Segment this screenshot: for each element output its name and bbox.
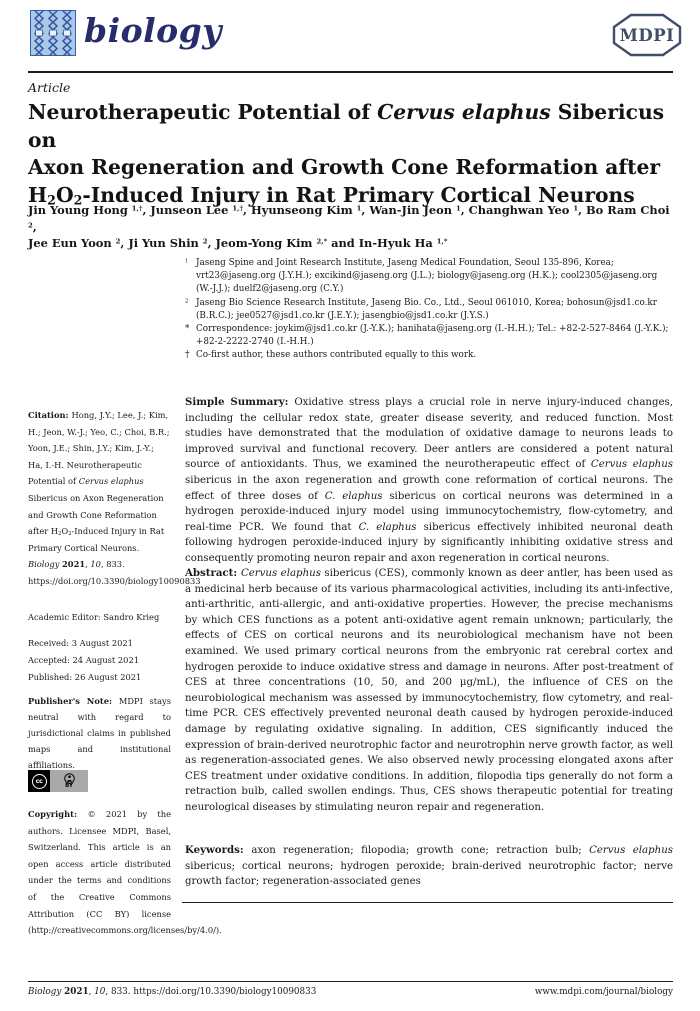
affiliation-text: Correspondence: joykim@jsd1.co.kr (J.-Y.K.); hanihata@jaseng.org (I.-H.H.); Tel.: +82-2-527-8464 (J.-Y.K.); +82-2-2222-2740 (I.-H.H.) xyxy=(196,324,669,348)
affiliation-marker: † xyxy=(185,350,190,361)
affiliation-text: Co-first author, these authors contributed equally to this work. xyxy=(196,350,477,361)
affiliation-marker: 1 xyxy=(185,258,189,265)
citation-block: Citation: Hong, J.Y.; Lee, J.; Kim, H.; Jeon, W.-J.; Yeo, C.; Choi, B.R.; Yoon, J.E.; Shin, J.Y.; Kim, J.-Y.; Ha, I.-H. Neurotherapeutic Potential of Cervus elaphus Sibericus on Axon Regeneration and Growth Cone Reformation after $H_2O_2$-Induced Injury in Rat Primary Cortical Neurons. Biology 2021, 10, 833. https://doi.org/10.3390/biology10090833 xyxy=(28,410,201,586)
affiliation-item xyxy=(185,349,675,362)
keywords: Keywords: axon regeneration; filopodia; growth cone; retraction bulb; Cervus elaphus sibericus; cortical neurons; hydrogen peroxide; brain-derived neurotrophic factor; nerve growth factor; regeneration-associated genes xyxy=(185,844,673,888)
mdpi-logo xyxy=(604,12,690,58)
accepted-date: Accepted: 24 August 2021 xyxy=(28,655,140,666)
mdpi-logo-text: MDPI xyxy=(619,26,675,45)
article-type-label: Article xyxy=(28,80,71,95)
by-attribution-segment xyxy=(50,770,88,792)
affiliation-item xyxy=(185,323,675,349)
published-date: Published: 26 August 2021 xyxy=(28,672,142,683)
by-label: BY xyxy=(65,783,73,789)
simple-summary: Simple Summary: Oxidative stress plays a crucial role in nerve injury-induced changes, including the cellular redox state, greater disease severity, and reduced function. Most studies have demonstrated that the modulation of oxidative damage to neurons leads to improved survival and functional recovery. Deer antlers are considered a potent natural source of antioxidants. Thus, we examined the neurotherapeutic effect of Cervus elaphus sibericus in the axon regeneration and growth cone reformation of cortical neurons. The effect of three doses of C. elaphus sibericus on cortical neurons was determined in a hydrogen peroxide-induced injury model using immunocytochemistry, flow-cytometry, and real-time PCR. We found that C. elaphus sibericus effectively inhibited neuronal death following hydrogen peroxide-induced injury by significantly inhibiting oxidative stress and consequently promoting neuron repair and axon regeneration in cortical neurons. xyxy=(185,396,674,564)
affiliation-text: Jaseng Bio Science Research Institute, Jaseng Bio. Co., Ltd., Seoul 061010, Korea; bohosun@jsd1.co.kr (B.R.C.); jee0527@jsd1.co.kr (J.E.Y.); jasengbio@jsd1.co.kr (J.Y.S.) xyxy=(196,297,657,321)
affiliation-marker: 2 xyxy=(185,297,189,304)
dates-block xyxy=(28,635,171,687)
footer-journal-url[interactable]: www.mdpi.com/journal/biology xyxy=(534,987,673,997)
footer-divider xyxy=(28,981,673,982)
paper-title: Neurotherapeutic Potential of Cervus elaphus Sibericus on Axon Regeneration and Growth Cone Reformation after $H_2O_2$-Induced Injury in Rat Primary Cortical Neurons xyxy=(28,100,665,207)
cc-by-license-badge[interactable] xyxy=(28,770,88,792)
authors-line: Jin Young Hong $^{1,\dagger}$, Junseon Lee $^{1,\dagger}$, Hyunseong Kim $^1$, Wan-Jin Jeon $^1$, Changhwan Yeo $^1$, Bo Ram Choi $^2$, Jee Eun Yoon $^2$, Ji Yun Shin $^2$, Jeom-Yong Kim $^{2,*}$ and In-Hyuk Ha $^{1,*}$ xyxy=(28,203,670,250)
publishers-note: Publisher's Note: MDPI stays neutral with regard to jurisdictional claims in published maps and institutional affiliations. xyxy=(28,696,171,770)
cc-icon: cc xyxy=(28,770,50,792)
affiliation-item xyxy=(185,257,675,297)
affiliation-item xyxy=(185,297,675,323)
keywords-divider xyxy=(182,902,673,903)
journal-wordmark: biology xyxy=(84,11,222,50)
received-date: Received: 3 August 2021 xyxy=(28,638,133,648)
affiliation-marker: * xyxy=(185,324,190,335)
biology-journal-logo xyxy=(30,10,76,56)
affiliation-text: Jaseng Spine and Joint Research Institute, Jaseng Medical Foundation, Seoul 135-896, Korea; vrt23@jaseng.org (J.Y.H.); excikind@jaseng.org (J.L.); biology@jaseng.org (H.K.); cool2305@jaseng.org (W.-J.J.); duelf2@jaseng.org (C.Y.) xyxy=(196,258,658,295)
abstract: Abstract: Cervus elaphus sibericus (CES), commonly known as deer antler, has been used as a medicinal herb because of its various pharmacological activities, including its anti-infective, anti-arthritic, anti-allergic, and anti-oxidative properties. However, the precise mechanisms by which CES functions as a potent anti-oxidative agent remain unknown; particularly, the effects of CES on cortical neurons and its neurobiological mechanism have not been examined. We used primary cortical neurons from the embryonic rat cerebral cortex and hydrogen peroxide to induce oxidative stress and damage in neurons. After post-treatment of CES at three concentrations (10, 50, and 200 μg/mL), the influence of CES on the neurobiological mechanism was assessed by immunocytochemistry, flow cytometry, and real-time PCR. CES effectively prevented neuronal death caused by hydrogen peroxide-induced damage by regulating oxidative signaling. In addition, CES significantly induced the expression of brain-derived neurotrophic factor and neurotrophin nerve growth factor, as well as regeneration-associated genes. We also observed newly processing elongated axons after CES treatment under oxidative conditions. In addition, filopodia tips generally do not form a retraction bulb, called swollen endings. Thus, CES shows therapeutic potential for treating neurological diseases by stimulating neuron repair and regeneration. xyxy=(185,567,673,813)
footer-citation[interactable]: Biology 2021, 10, 833. https://doi.org/10.3390/biology10090833 xyxy=(28,987,317,997)
affiliations-list xyxy=(185,257,675,363)
logo-pictograms xyxy=(36,30,71,36)
header-divider xyxy=(28,71,673,73)
copyright-block: Copyright: © 2021 by the authors. Licensee MDPI, Basel, Switzerland. This article is an open access article distributed under the terms and conditions of the Creative Commons Attribution (CC BY) license (http://creativecommons.org/licenses/by/4.0/). xyxy=(28,809,222,936)
academic-editor: Academic Editor: Sandro Krieg xyxy=(28,612,160,622)
